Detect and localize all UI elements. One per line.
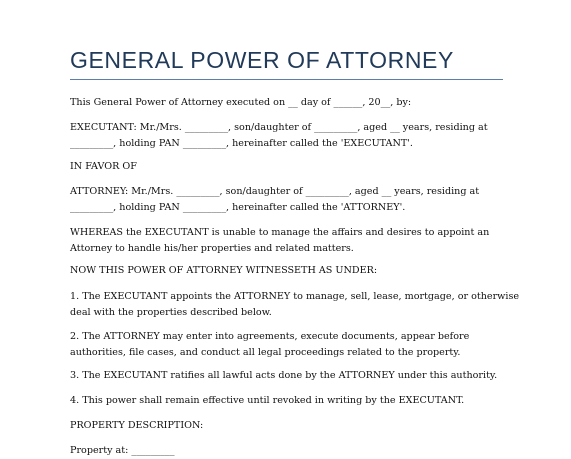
whereas-line-1: WHEREAS the EXECUTANT is unable to manage the affairs and desires to appoint an	[70, 227, 490, 238]
clause-1	[70, 289, 520, 321]
in-favor-of-heading: IN FAVOR OF	[70, 161, 137, 172]
executant-paragraph	[70, 120, 510, 152]
property-description-heading: PROPERTY DESCRIPTION:	[70, 420, 204, 431]
intro-paragraph: This General Power of Attorney executed on __ day of ______, 20__, by:	[70, 97, 412, 108]
attorney-paragraph	[70, 184, 510, 216]
clause-2-line-2: authorities, file cases, and conduct all legal proceedings related to the property.	[70, 347, 461, 358]
clause-2-line-1: 2. The ATTORNEY may enter into agreements, execute documents, appear before	[70, 331, 470, 342]
title-underline	[70, 79, 503, 80]
document-title: GENERAL POWER OF ATTORNEY	[70, 47, 454, 73]
whereas-line-2: Attorney to handle his/her properties and related matters.	[70, 243, 354, 254]
clause-2	[70, 329, 510, 361]
executant-line-1: EXECUTANT: Mr./Mrs. _________, son/daughter of _________, aged __ years, residing at	[70, 122, 488, 133]
clause-1-line-1: 1. The EXECUTANT appoints the ATTORNEY to manage, sell, lease, mortgage, or otherwise	[70, 291, 520, 302]
clause-3-line-1: 3. The EXECUTANT ratifies all lawful acts done by the ATTORNEY under this authority.	[70, 370, 498, 381]
clause-3	[70, 368, 510, 384]
clause-4-line-1: 4. This power shall remain effective until revoked in writing by the EXECUTANT.	[70, 395, 465, 406]
executant-line-2: _________, holding PAN _________, hereinafter called the 'EXECUTANT'.	[70, 138, 413, 149]
witnesseth-heading: NOW THIS POWER OF ATTORNEY WITNESSETH AS UNDER:	[70, 265, 378, 276]
attorney-line-2: _________, holding PAN _________, hereinafter called the 'ATTORNEY'.	[70, 202, 406, 213]
property-at-field: Property at: _________	[70, 445, 175, 456]
clause-1-line-2: deal with the properties described below.	[70, 307, 272, 318]
whereas-paragraph	[70, 225, 510, 257]
attorney-line-1: ATTORNEY: Mr./Mrs. _________, son/daughter of _________, aged __ years, residing at	[70, 186, 480, 197]
clause-4	[70, 393, 510, 409]
